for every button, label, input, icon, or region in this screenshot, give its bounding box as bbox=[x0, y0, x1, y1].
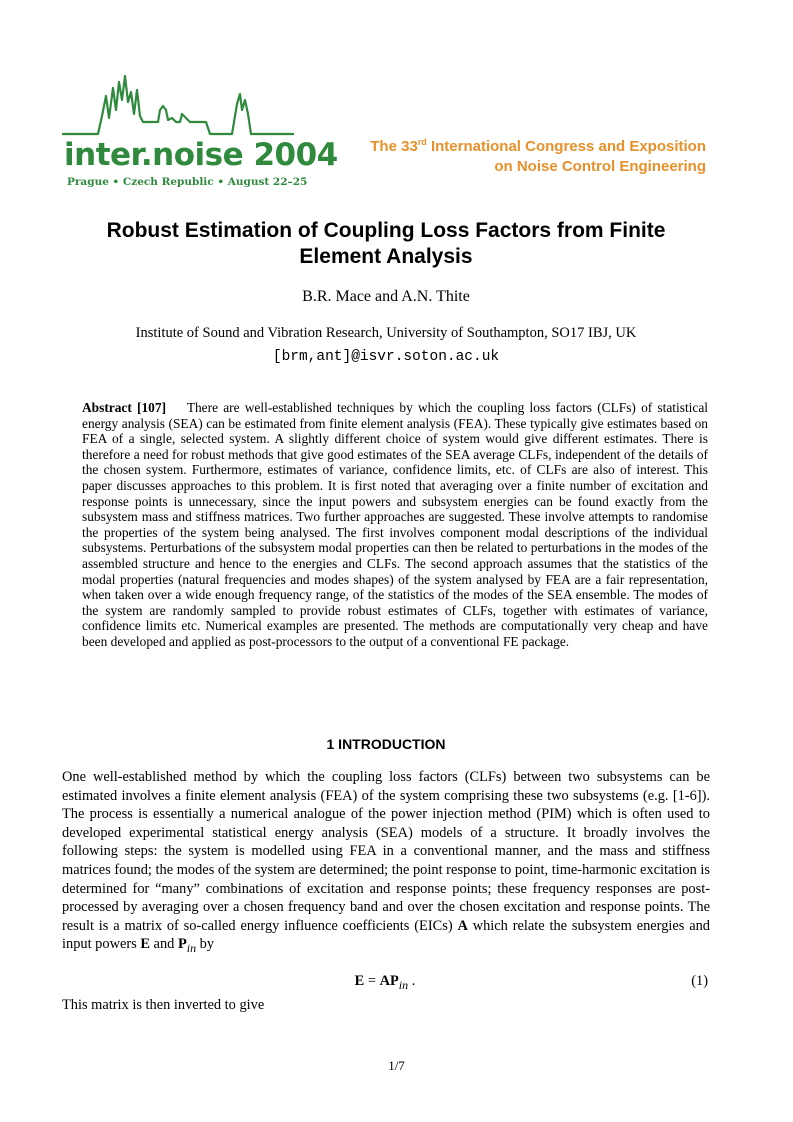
equation-1 bbox=[62, 973, 708, 993]
eq-lhs: E bbox=[354, 973, 365, 989]
conference-logo bbox=[62, 70, 338, 192]
symbol-P: P bbox=[177, 936, 187, 953]
eq-subscript: in bbox=[398, 977, 409, 992]
ordinal-suffix: rd bbox=[417, 137, 427, 147]
skyline-graphic bbox=[62, 70, 294, 142]
symbol-A: A bbox=[457, 917, 468, 934]
intro-by: by bbox=[196, 936, 215, 953]
subscript-in: in bbox=[186, 941, 197, 956]
intro-and: and bbox=[149, 936, 178, 953]
eq-period: . bbox=[408, 973, 416, 989]
paper-title bbox=[62, 218, 710, 270]
paper-affiliation: Institute of Sound and Vibration Research, University of Southampton, SO17 IBJ, UK bbox=[135, 325, 637, 341]
symbol-E: E bbox=[140, 936, 150, 953]
intro-paragraph bbox=[62, 768, 710, 958]
eq-rhs: AP bbox=[379, 973, 399, 989]
congress-line-2: on Noise Control Engineering bbox=[494, 158, 706, 175]
page-number: 1/7 bbox=[388, 1058, 405, 1073]
abstract-label: Abstract [107] bbox=[82, 400, 167, 415]
equation-body bbox=[62, 973, 708, 993]
congress-line-1-rest: International Congress and Exposition bbox=[426, 138, 706, 155]
post-equation-text: This matrix is then inverted to give bbox=[62, 997, 265, 1013]
intro-text-1: One well-established method by which the coupling loss factors (CLFs) between two subsystems can be estimated involves a finite element analysis (FEA) of the system comprising these two subsystems (e.g. [1-6]). The process is essentially a numerical analogue of the power injection method (PIM) which is often used to developed experimental statistical energy analysis (SEA) models of a structure. It broadly involves the following steps: the system is modelled using FEA in a conventional manner, and the mass and stiffness matrices found; the modes of the system are determined; the point response to point, time-harmonic excitation is determined for “many” combinations of excitation and response points; these frequency responses are post-processed by averaging over a chosen frequency band and over the chosen excitation and response points. The result is a matrix of so-called energy influence coefficients (EICs) bbox=[62, 769, 710, 934]
title-line-1: Robust Estimation of Coupling Loss Factors from Finite bbox=[106, 219, 666, 242]
title-line-2: Element Analysis bbox=[299, 245, 473, 268]
eq-equals: = bbox=[364, 973, 380, 989]
paper-email: [brm,ant]@isvr.soton.ac.uk bbox=[272, 349, 500, 365]
section-heading: 1 INTRODUCTION bbox=[326, 736, 446, 752]
congress-line-1 bbox=[370, 137, 706, 157]
paper-authors: B.R. Mace and A.N. Thite bbox=[302, 288, 470, 305]
congress-number: The 33 bbox=[370, 138, 418, 155]
congress-header bbox=[370, 137, 706, 177]
logo-wordmark: inter.noise 2004 bbox=[64, 137, 338, 173]
abstract bbox=[82, 400, 708, 650]
equation-number: (1) bbox=[691, 973, 708, 989]
logo-tagline: Prague • Czech Republic • August 22–25 bbox=[67, 176, 308, 188]
abstract-text: There are well-established techniques by which the coupling loss factors (CLFs) of statistical energy analysis (SEA) can be estimated from finite element analysis (FEA). These typically give estimates based on FEA of a single, selected system. A slightly different choice of system would give different estimates. There is therefore a need for robust methods that give good estimates of the SEA average CLFs, independent of the details of the chosen system. Furthermore, estimates of variance, confidence limits, etc. of CLFs are also of interest. This paper discusses approaches to this problem. It is first noted that averaging over a finite number of excitation and response points is unnecessary, since the input powers and subsystem energies can be found exactly from the subsystem mass and stiffness matrices. Two further approaches are suggested. These involve attempts to randomise the properties of the system being analysed. The first involves component modal descriptions of the individual subsystems. Perturbations of the subsystem modal properties can then be related to perturbations in the modes of the assembled structure and hence to the energies and CLFs. The second approach assumes that the statistics of the modal properties (natural frequencies and modes shapes) of the system analysed by FEA are a fair representation, when taken over a wide enough frequency range, of the statistics of the modes of the SEA ensemble. The modes of the system are randomly sampled to provide robust estimates of CLFs, together with estimates of variance, confidence limits etc. Numerical examples are presented. The methods are computationally very cheap and have been developed and applied as post-processors to the output of a conventional FE package. bbox=[82, 400, 708, 649]
intro-text-2: which relate the subsystem energies and input powers bbox=[62, 917, 710, 953]
